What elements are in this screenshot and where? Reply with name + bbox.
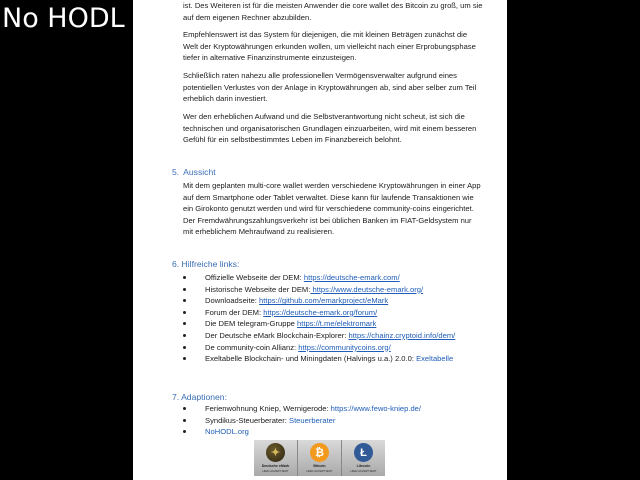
badge-subtitle: HIER AKZEPTIERT [262, 469, 289, 473]
list-item [181, 272, 491, 284]
list-item [181, 284, 491, 296]
link-official-website[interactable]: https://deutsche-emark.com/ [303, 273, 400, 282]
paragraph-intro: ist. Des Weiteren ist für die meisten Anwender die core wallet des Bitcoin zu groß, um sie auf dem eigenen Rechner abzubilden. [183, 1, 483, 22]
litecoin-coin-icon: Ł [354, 443, 373, 462]
document-page [133, 0, 507, 480]
badge-name: Litecoin [356, 464, 371, 468]
badge-name: Deutsche eMark [261, 464, 290, 468]
link-label: Historische Webseite der DEM: [205, 284, 311, 294]
list-item [181, 307, 491, 319]
link-label: Forum der DEM: [205, 307, 264, 317]
section-5-text: Mit dem geplanten multi-core wallet werden verschiedene Kryptowährungen in einer App auf dem Smartphone oder Tablet verwaltet. Diese kann für laufende Transaktionen wie ein Girokonto genutzt werden und wird für verschiedene community-coins eingerichtet. Der Fremdwährungszahlungsverkehr ist bei üblichen Banken im FIAT-Geldsystem nur mit erheblichem Mehraufwand zu realisieren. [183, 181, 481, 237]
list-item [181, 342, 491, 354]
badge-subtitle: HIER AKZEPTIERT [306, 469, 333, 473]
adaptions-list [181, 403, 491, 438]
link-explorer[interactable]: https://chainz.cryptoid.info/dem/ [348, 330, 456, 340]
badge-emark [254, 440, 298, 476]
list-item [181, 403, 491, 415]
badge-litecoin [342, 440, 385, 476]
paragraph-recommendation: Empfehlenswert ist das System für diejenigen, die mit kleinen Beträgen zunächst die Welt der Kryptowährungen erkunden wollen, um vielleicht nach einer Erprobungsphase tiefer in alternative Finanzinstrumente einzusteigen. [183, 30, 476, 63]
link-label: Die DEM telegram-Gruppe [205, 319, 298, 329]
link-community-coins[interactable]: https://communitycoins.org/ [298, 342, 391, 352]
badge-bitcoin [298, 440, 342, 476]
list-item [181, 415, 491, 427]
link-label: Offizielle Webseite der DEM: [205, 273, 304, 282]
section-7-heading: 7. Adaptionen: [172, 392, 227, 402]
list-item [181, 353, 491, 365]
link-label: Syndikus-Steuerberater: [205, 415, 289, 425]
overlay-title: No HODL [2, 3, 125, 34]
emark-coin-icon: ✦ [266, 443, 285, 462]
link-historic-website[interactable]: https://www.deutsche-emark.org/ [310, 284, 424, 294]
section-6-heading: 6. Hilfreiche links: [172, 259, 240, 269]
link-tax-advisor[interactable]: Steuerberater [289, 415, 336, 425]
link-excel-table[interactable]: Exeltabelle [416, 354, 454, 364]
link-telegram[interactable]: https://t.me/elektromark [297, 319, 377, 329]
list-item [181, 426, 491, 438]
list-item [181, 295, 491, 307]
link-fewo-kniep[interactable]: https://www.fewo-kniep.de/ [330, 404, 421, 413]
section-5-heading [172, 167, 216, 178]
badge-name: Bitcoin [313, 464, 326, 468]
accepted-coins-badges [254, 440, 385, 476]
list-item [181, 330, 491, 342]
link-download[interactable]: https://github.com/emarkproject/eMark [259, 296, 389, 306]
section-5-title: Aussicht [183, 167, 216, 177]
section-5-number: 5. [172, 167, 180, 177]
link-label: Exeltabelle Blockchain- und Miningdaten (Halvings u.a.) 2.0.0: [205, 354, 417, 364]
paragraph-asset-managers: Schließlich raten nahezu alle professionellen Vermögensverwalter aufgrund eines potentiellen Verlustes von der Anlage in Kryptowährungen ab, sind aber selber zum Teil erheblich darin investiert. [183, 71, 477, 104]
badge-subtitle: HIER AKZEPTIERT [350, 469, 377, 473]
link-label: De community-coin Allianz: [205, 342, 299, 352]
helpful-links-list [181, 272, 491, 365]
paragraph-self-responsibility: Wer den erheblichen Aufwand und die Selbstverantwortung nicht scheut, ist sich die technischen und organisatorischen Grundlagen einzuarbeiten, wird mit einem besseren Gefühl für ein selbstbestimmtes Leben im Finanzbereich belohnt. [183, 112, 477, 145]
link-forum[interactable]: https://deutsche-emark.org/forum/ [263, 307, 378, 317]
list-item [181, 318, 491, 330]
link-label: Der Deutsche eMark Blockchain-Explorer: [205, 330, 349, 340]
bitcoin-coin-icon: ₿ [310, 443, 329, 462]
link-label: Ferienwohnung Kniep, Wernigerode: [205, 404, 331, 413]
link-nohodl[interactable]: NoHODL.org [205, 427, 249, 437]
link-label: Downloadseite: [205, 296, 260, 306]
